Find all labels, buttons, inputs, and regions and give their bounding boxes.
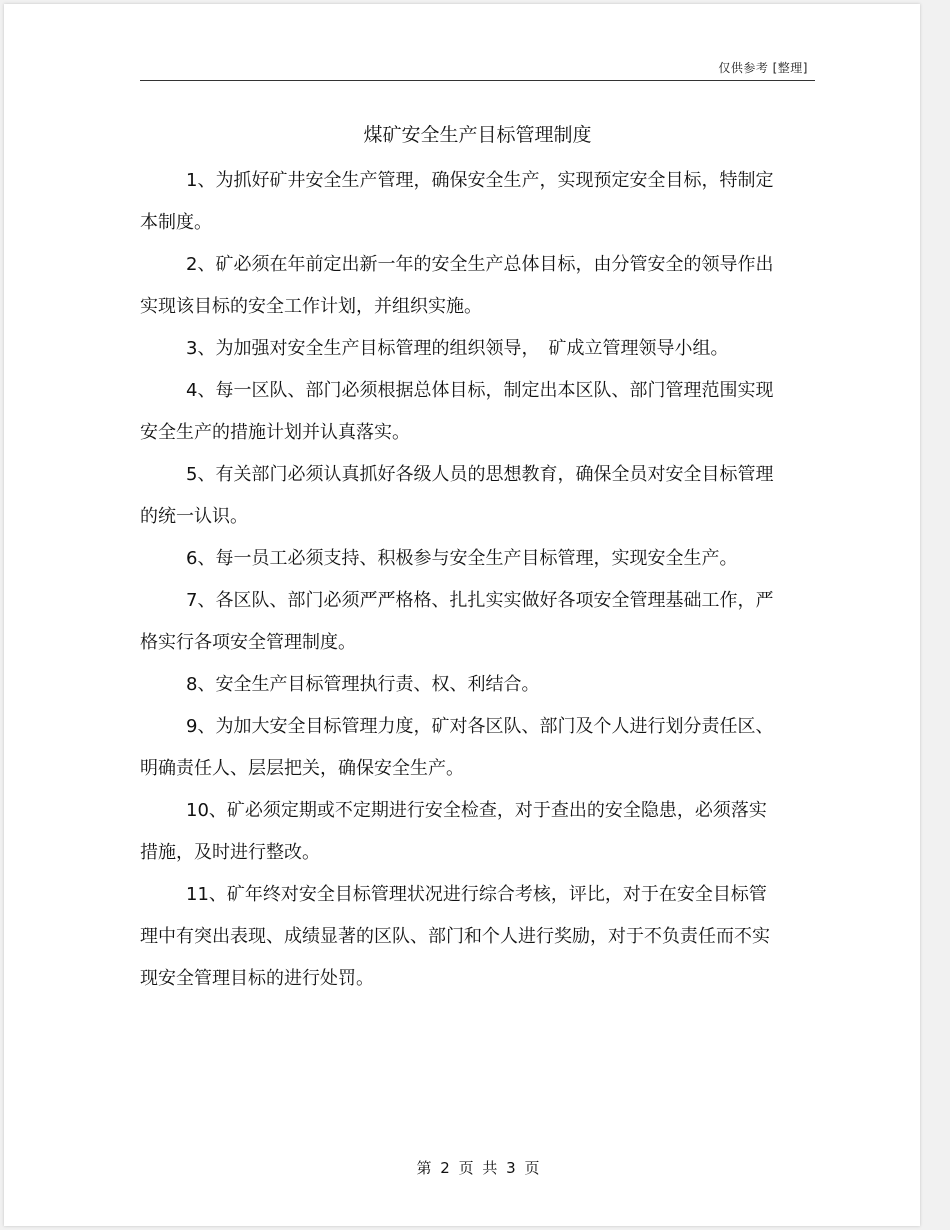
paragraph: 11、矿年终对安全目标管理状况进行综合考核，评比，对于在安全目标管理中有突出表现、成绩显著的区队、部门和个人进行奖励，对于不负责任而不实现安全管理目标的进行处罚。 (140, 884, 770, 989)
document-page (4, 4, 920, 1226)
paragraph: 9、为加大安全目标管理力度，矿对各区队、部门及个人进行划分责任区、明确责任人、层层把关，确保安全生产。 (140, 716, 774, 779)
header-divider (140, 80, 815, 81)
paragraph: 5、有关部门必须认真抓好各级人员的思想教育，确保全员对安全目标管理的统一认识。 (140, 464, 774, 527)
paragraph: 7、各区队、部门必须严严格格、扎扎实实做好各项安全管理基础工作，严格实行各项安全管理制度。 (140, 590, 774, 653)
paragraph: 4、每一区队、部门必须根据总体目标，制定出本区队、部门管理范围实现安全生产的措施计划并认真落实。 (140, 380, 774, 443)
document-title: 煤矿安全生产目标管理制度 (363, 124, 592, 146)
document-body (140, 160, 780, 1000)
paragraph: 3、为加强对安全生产目标管理的组织领导， 矿成立管理领导小组。 (186, 338, 729, 359)
header-note: 仅供参考 [整理] (718, 61, 808, 75)
paragraph: 10、矿必须定期或不定期进行安全检查，对于查出的安全隐患，必须落实措施，及时进行整改。 (140, 800, 767, 863)
paragraph: 6、每一员工必须支持、积极参与安全生产目标管理，实现安全生产。 (186, 548, 738, 569)
paragraph: 1、为抓好矿井安全生产管理，确保安全生产，实现预定安全目标，特制定本制度。 (140, 170, 774, 233)
page-number: 第 2 页 共 3 页 (416, 1159, 542, 1177)
paragraph: 2、矿必须在年前定出新一年的安全生产总体目标，由分管安全的领导作出实现该目标的安全工作计划，并组织实施。 (140, 254, 774, 317)
paragraph: 8、安全生产目标管理执行责、权、利结合。 (186, 674, 540, 695)
